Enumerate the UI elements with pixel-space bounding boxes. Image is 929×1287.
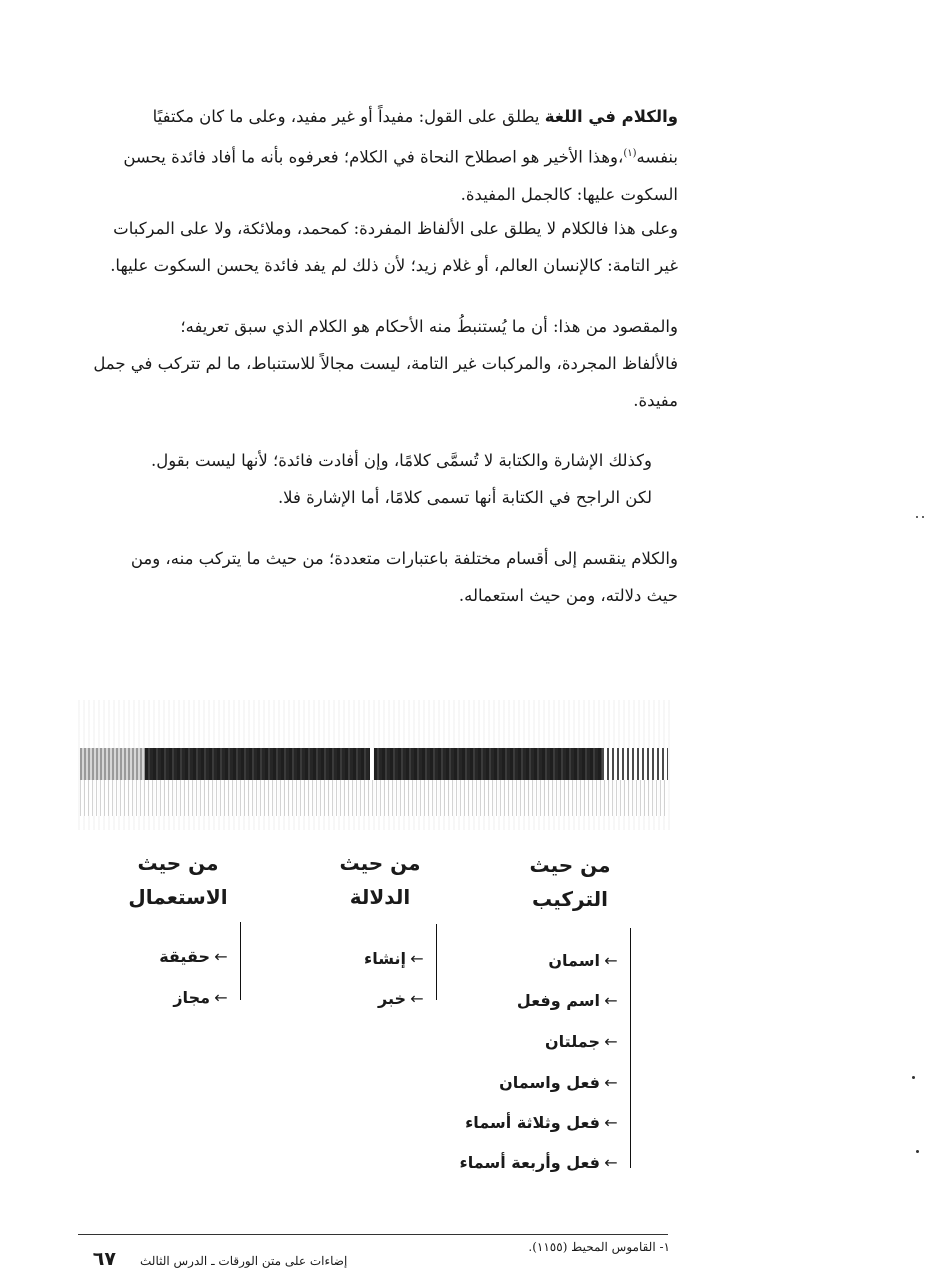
connector-dalala (436, 924, 437, 1000)
arrow-left-icon: ← (410, 988, 424, 1008)
margin-speck (916, 516, 918, 518)
arrow-left-icon: ← (604, 1112, 618, 1132)
heading-dalala: من حيث الدلالة (339, 851, 421, 909)
p2-line2: غير التامة: كالإنسان العالم، أو غلام زيد؛ لأن ذلك لم يفد فائدة يحسن السكوت عليها. (110, 256, 678, 275)
paragraph-kalam-lugha (80, 98, 678, 213)
margin-speck (922, 516, 924, 518)
arrow-left-icon: ← (214, 946, 228, 966)
footnote-ref: (١) (623, 148, 637, 159)
p3-line1: والمقصود من هذا: أن ما يُستنبطُ منه الأحكام هو الكلام الذي سبق تعريفه؛ (180, 317, 678, 336)
paragraph-ishara-kitaba (82, 442, 652, 516)
footnote-divider (78, 1234, 668, 1235)
p1-line3: السكوت عليها: كالجمل المفيدة. (460, 184, 678, 204)
paragraph-maqsud (80, 308, 678, 419)
scan-artifact-left (80, 748, 145, 780)
p1-line2: بنفسه$^{(١)}$،وهذا الأخير هو اصطلاح النحاة في الكلام؛ فعرفوه بأنه ما أفاد فائدة يحسن (123, 147, 678, 167)
connector-tarkib (630, 928, 631, 1168)
dalala-item: ← خبر (378, 986, 434, 1010)
tarkib-item: ← فعل واسمان (499, 1070, 628, 1094)
tarkib-item: ← اسمان (548, 948, 628, 972)
page-number: ٦٧ (92, 1248, 116, 1270)
p4-line1: وكذلك الإشارة والكتابة لا تُسمَّى كلامًا، وإن أفادت فائدة؛ لأنها ليست بقول. (151, 451, 652, 470)
tarkib-item: ← اسم وفعل (517, 988, 628, 1012)
scan-artifact-right (602, 748, 668, 780)
footnote: ١- القاموس المحيط (١١٥٥). (528, 1240, 670, 1254)
connector-istimal (240, 922, 241, 1000)
bold-lead: والكلام في اللغة (544, 107, 678, 126)
scan-artifact-bar-a (145, 748, 370, 780)
scan-artifact-bar-b (374, 748, 602, 780)
running-title: إضاءات على متن الورقات ـ الدرس الثالث (140, 1254, 348, 1268)
tarkib-item: ← فعل وثلاثة أسماء (465, 1110, 628, 1134)
scan-artifact-under (80, 780, 668, 816)
dalala-item: ← إنشاء (364, 946, 434, 970)
p2-line1: وعلى هذا فالكلام لا يطلق على الألفاظ المفردة: كمحمد، وملائكة، ولا على المركبات (113, 219, 678, 238)
paragraph-aqsam (80, 540, 678, 614)
arrow-left-icon: ← (604, 1031, 618, 1051)
p3-line2: فالألفاظ المجردة، والمركبات غير التامة، ليست مجالاً للاستنباط، ما لم تتركب في جمل (93, 354, 678, 373)
arrow-left-icon: ← (604, 1152, 618, 1172)
tarkib-item: ← جملتان (545, 1029, 628, 1053)
heading-tarkib: من حيث التركيب (529, 853, 611, 911)
arrow-left-icon: ← (604, 990, 618, 1010)
arrow-left-icon: ← (410, 948, 424, 968)
p5-line2: حيث دلالته، ومن حيث استعماله. (458, 586, 678, 605)
tarkib-item: ← فعل وأربعة أسماء (460, 1150, 628, 1174)
istimal-item: ← حقيقة (159, 944, 238, 968)
margin-speck (916, 1150, 919, 1153)
p3-line3: مفيدة. (633, 391, 678, 410)
p5-line1: والكلام ينقسم إلى أقسام مختلفة باعتبارات متعددة؛ من حيث ما يتركب منه، ومن (130, 549, 678, 568)
arrow-left-icon: ← (214, 987, 228, 1007)
margin-speck (912, 1076, 915, 1079)
arrow-left-icon: ← (604, 1072, 618, 1092)
p1-line1: والكلام في اللغة يطلق على القول: مفيداً أو غير مفيد، وعلى ما كان مكتفيًا (152, 107, 678, 126)
istimal-item: ← مجاز (173, 985, 238, 1009)
p4-line2: لكن الراجح في الكتابة أنها تسمى كلامًا، أما الإشارة فلا. (277, 488, 652, 507)
arrow-left-icon: ← (604, 950, 618, 970)
heading-istimal: من حيث الاستعمال (128, 851, 228, 909)
paragraph-kalam-definition (80, 210, 678, 284)
